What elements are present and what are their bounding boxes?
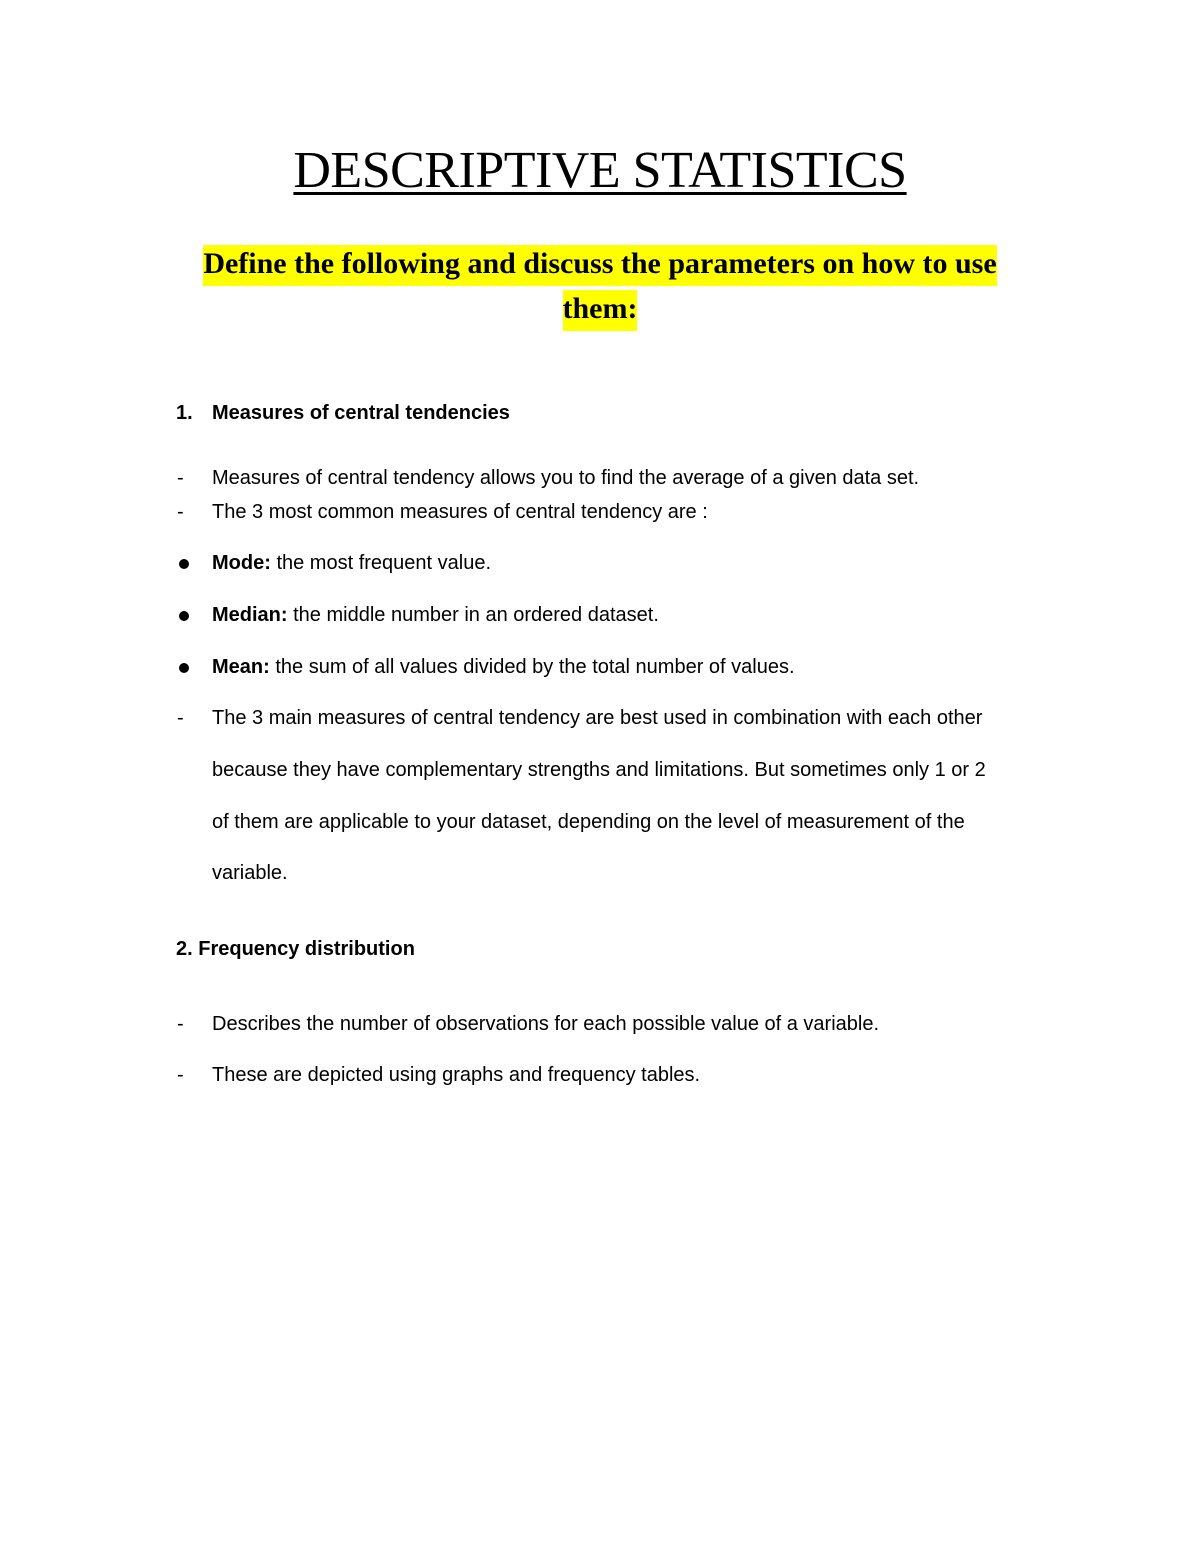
subtitle-line-1 <box>150 245 1050 283</box>
bullet-text: the sum of all values divided by the total number of values. <box>269 656 795 678</box>
section-1-dash-item: The 3 most common measures of central tendency are : <box>212 501 708 523</box>
dash-marker: - <box>177 1064 184 1086</box>
dash-marker: - <box>177 501 184 523</box>
dash-marker: - <box>177 467 184 489</box>
section-1-dash-item: Measures of central tendency allows you to find the average of a given data set. <box>212 467 920 489</box>
dash-marker: - <box>177 707 184 729</box>
section-1-heading: Measures of central tendencies <box>212 402 510 424</box>
section-1-closing-line: because they have complementary strengths and limitations. But sometimes only 1 or 2 <box>212 759 986 781</box>
document-title-text: DESCRIPTIVE STATISTICS <box>293 142 907 199</box>
bullet-item-mean <box>212 655 795 679</box>
bullet-term: Mode: <box>212 552 271 574</box>
section-1-closing-line: The 3 main measures of central tendency are best used in combination with each other <box>212 707 983 729</box>
bullet-item-mode <box>212 551 491 575</box>
bullet-item-median <box>212 603 659 627</box>
bullet-term: Mean: <box>212 656 270 678</box>
section-1-closing-line: variable. <box>212 862 288 884</box>
dash-marker: - <box>177 1013 184 1035</box>
bullet-dot-icon <box>179 663 189 673</box>
subtitle-line-2-text: them: <box>563 290 638 331</box>
section-2-dash-item: Describes the number of observations for each possible value of a variable. <box>212 1013 880 1035</box>
subtitle-line-2 <box>150 290 1050 328</box>
bullet-dot-icon <box>179 611 189 621</box>
bullet-text: the most frequent value. <box>270 552 492 574</box>
subtitle-line-1-text: Define the following and discuss the parameters on how to use <box>203 245 996 286</box>
section-2-heading: 2. Frequency distribution <box>176 938 415 960</box>
section-1-closing-line: of them are applicable to your dataset, depending on the level of measurement of the <box>212 811 965 833</box>
section-2-dash-item: These are depicted using graphs and frequency tables. <box>212 1064 701 1086</box>
document-title <box>0 140 1200 202</box>
bullet-term: Median: <box>212 604 288 626</box>
bullet-text: the middle number in an ordered dataset. <box>287 604 659 626</box>
bullet-dot-icon <box>179 559 189 569</box>
section-1-number: 1. <box>176 402 193 424</box>
